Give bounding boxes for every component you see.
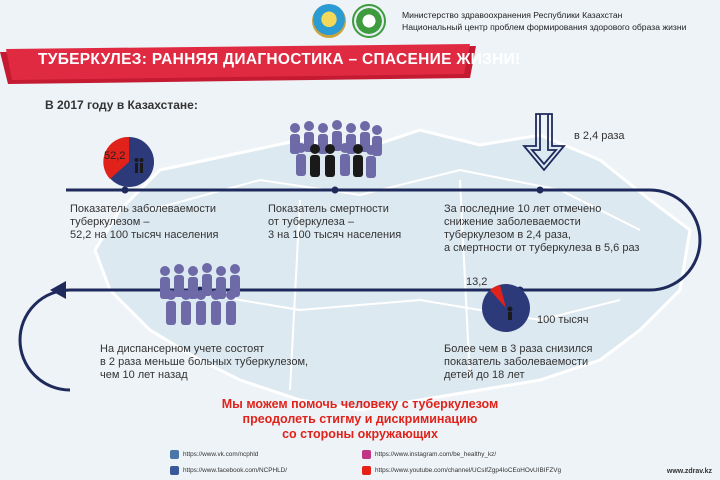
dispensary-line-2: в 2 раза меньше больных туберкулезом, [100,356,309,368]
children-stat-text [444,343,592,382]
mortality-crowd-icon [285,118,385,180]
decade-line-4: а смертности от туберкулеза в 5,6 раз [444,242,640,254]
youtube-link[interactable] [362,466,561,475]
org-line-ministry: Министерство здравоохранения Республики Казахстан [402,10,623,20]
dispensary-stat-text [100,343,308,382]
mortality-line-3: 3 на 100 тысяч населения [268,229,402,241]
youtube-icon [362,466,371,475]
incidence-pie-label: 52,2 [104,150,126,162]
children-pie-total-label: 100 тысяч [537,314,589,326]
incidence-line-2: туберкулезом – [70,216,150,228]
dispensary-line-1: На диспансерном учете состоят [100,343,265,355]
facebook-icon [170,466,179,475]
page-title: ТУБЕРКУЛЕЗ: РАННЯЯ ДИАГНОСТИКА – СПАСЕНИЕ ЖИЗНИ! [38,51,521,68]
children-line-3: детей до 18 лет [444,369,525,381]
social-links-footer [0,446,720,480]
mortality-line-1: Показатель смертности [268,203,389,215]
children-pie-chart [480,282,532,334]
vk-link-text: https://www.vk.com/ncphld [183,451,259,458]
incidence-line-3: 52,2 на 100 тысяч населения [70,229,219,241]
incidence-pie-chart [102,135,156,189]
mortality-line-2: от туберкулеза – [268,216,354,228]
dispensary-line-3: чем 10 лет назад [100,369,188,381]
facebook-link[interactable] [170,466,287,475]
children-line-1: Более чем в 3 раза снизился [444,343,593,355]
dispensary-crowd-icon [155,262,247,330]
incidence-line-1: Показатель заболеваемости [70,203,217,215]
cta-line-1: Мы можем помочь человеку с туберкулезом [221,397,499,411]
down-arrow-icon [518,112,570,174]
youtube-link-text: https://www.youtube.com/channel/UCsIfZgp4IoCEoHOvUIBIFZVg [375,467,562,474]
decade-line-1: За последние 10 лет отмечено [444,203,602,215]
cta-line-3: со стороны окружающих [282,427,438,441]
decade-stat-text [444,203,639,255]
cta-line-2: преодолеть стигму и дискриминацию [242,412,478,426]
incidence-stat-text [70,203,218,242]
website-link[interactable]: www.zdrav.kz [666,468,712,475]
children-line-2: показатель заболеваемости [444,356,589,368]
decade-line-2: снижение заболеваемости [444,216,581,228]
vk-link[interactable] [170,450,258,459]
instagram-link[interactable] [362,450,496,459]
decline-arrow-label: в 2,4 раза [574,130,625,142]
call-to-action [150,397,570,442]
mortality-stat-text [268,203,401,242]
facebook-link-text: https://www.facebook.com/NCPHLD/ [183,467,288,474]
children-pie-value-label: 13,2 [466,276,488,288]
org-line-center: Национальный центр проблем формирования здорового образа жизни [402,22,687,32]
intro-heading: В 2017 году в Казахстане: [45,98,198,112]
vk-icon [170,450,179,459]
instagram-icon [362,450,371,459]
decade-line-3: туберкулезом в 2,4 раза, [444,229,571,241]
instagram-link-text: https://www.instagram.com/be_healthy_kz/ [375,451,497,458]
